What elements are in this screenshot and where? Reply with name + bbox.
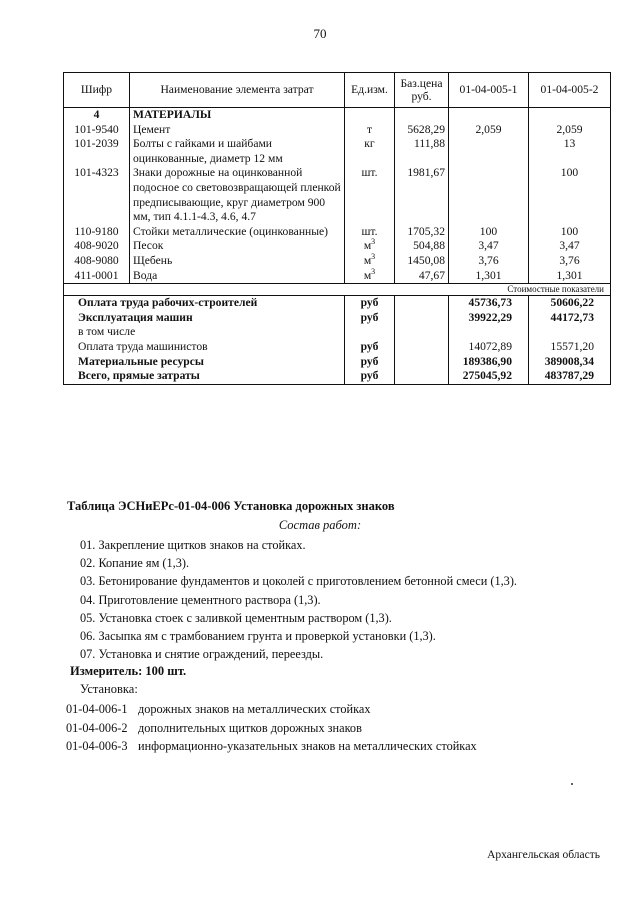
- variant-item: [66, 737, 477, 756]
- summary-value-2: 483787,29: [529, 369, 611, 384]
- table-title: Таблица ЭСНиЕРс-01-04-006 Установка дорожных знаков: [67, 499, 395, 513]
- cell-price: 47,67: [395, 269, 449, 284]
- summary-row: [64, 340, 611, 355]
- cell-unit: [345, 239, 395, 254]
- work-item: 01. Закрепление щитков знаков на стойках.: [80, 538, 306, 552]
- summary-name: Оплата труда машинистов: [64, 340, 345, 355]
- section-code: 4: [64, 108, 130, 123]
- unit-text: шт.: [361, 224, 378, 238]
- variant-list: [66, 700, 477, 756]
- summary-value-1: 45736,73: [449, 296, 529, 311]
- empty-cell: [395, 311, 449, 326]
- unit-superscript: 3: [371, 252, 376, 262]
- table-header-row: [64, 73, 611, 108]
- work-item: 03. Бетонирование фундаментов и цоколей с приготовлением бетонной смеси (1,3).: [80, 574, 517, 589]
- empty-cell: [395, 108, 449, 123]
- summary-name: Оплата труда рабочих-строителей: [64, 296, 345, 311]
- cell-value-2: 3,76: [529, 254, 611, 269]
- variant-code: 01-04-006-2: [66, 720, 128, 735]
- summary-value-1: [449, 325, 529, 340]
- cell-unit: [345, 266, 395, 284]
- summary-value-1: 275045,92: [449, 369, 529, 384]
- work-list: [80, 536, 517, 663]
- composition-title: Состав работ:: [278, 518, 362, 532]
- empty-cell: [395, 296, 449, 311]
- unit-text: м: [363, 239, 372, 253]
- cell-value-1: 100: [449, 225, 529, 240]
- header-name: Наименование элемента затрат: [130, 73, 345, 108]
- empty-cell: [395, 355, 449, 370]
- variant-code: 01-04-006-1: [66, 702, 128, 716]
- work-item: 04. Приготовление цементного раствора (1,3).: [80, 592, 321, 607]
- cell-value-1: 1,301: [449, 269, 529, 284]
- summary-value-1: 189386,90: [449, 355, 529, 370]
- work-item: 02. Копание ям (1,3).: [80, 556, 190, 571]
- cell-value-2: 13: [529, 137, 611, 166]
- cell-price: 111,88: [395, 137, 449, 166]
- summary-unit: руб: [345, 355, 395, 370]
- cell-value-2: 2,059: [529, 123, 611, 138]
- summary-row: [64, 355, 611, 370]
- cost-caption: Стоимостные показатели: [64, 284, 611, 296]
- cell-unit: [345, 137, 395, 166]
- cell-price: 1705,32: [395, 225, 449, 240]
- summary-value-2: [529, 325, 611, 340]
- unit-text: м: [363, 253, 372, 267]
- cell-value-2: 3,47: [529, 239, 611, 254]
- empty-cell: [395, 340, 449, 355]
- unit-text: шт.: [361, 166, 378, 180]
- header-price: Баз.цена руб.: [395, 73, 449, 108]
- summary-row: [64, 311, 611, 326]
- cell-name: Цемент: [130, 123, 345, 138]
- unit-text: кг: [364, 137, 375, 151]
- variant-code: 01-04-006-3: [66, 739, 128, 753]
- header-unit: Ед.изм.: [345, 73, 395, 108]
- cell-value-1: [449, 166, 529, 224]
- summary-unit: [345, 325, 395, 340]
- header-variant-2: 01-04-005-2: [529, 73, 611, 108]
- table-row: [64, 239, 611, 254]
- summary-unit: руб: [345, 340, 395, 355]
- install-label: Установка:: [80, 682, 138, 696]
- cell-price: 1450,08: [395, 254, 449, 269]
- cell-value-2: 100: [529, 225, 611, 240]
- cell-unit: [345, 166, 395, 224]
- cell-value-2: 100: [529, 166, 611, 224]
- work-item: 05. Установка стоек с заливкой цементным раствором (1,3).: [80, 610, 392, 625]
- cost-caption-row: [64, 284, 611, 296]
- cell-code: 110-9180: [64, 225, 130, 240]
- unit-text: т: [366, 122, 373, 136]
- cell-name: Стойки металлические (оцинкованные): [130, 225, 345, 240]
- cell-code: 101-2039: [64, 137, 130, 166]
- table-row: [64, 123, 611, 138]
- cell-value-2: 1,301: [529, 269, 611, 284]
- cell-value-1: 2,059: [449, 123, 529, 138]
- cell-unit: [345, 254, 395, 269]
- summary-name: Всего, прямые затраты: [64, 369, 345, 384]
- unit-text: м: [363, 268, 372, 282]
- unit-superscript: 3: [371, 237, 376, 247]
- table-row: [64, 254, 611, 269]
- cell-price: 1981,67: [395, 166, 449, 224]
- empty-cell: [449, 108, 529, 123]
- summary-value-2: 389008,34: [529, 355, 611, 370]
- table-row: [64, 225, 611, 240]
- summary-row: [64, 325, 611, 340]
- variant-item: [66, 719, 477, 738]
- cell-code: 411-0001: [64, 269, 130, 284]
- table-row: [64, 166, 611, 224]
- summary-value-1: 14072,89: [449, 340, 529, 355]
- cell-price: 504,88: [395, 239, 449, 254]
- summary-value-1: 39922,29: [449, 311, 529, 326]
- summary-unit: руб: [345, 369, 395, 384]
- resource-table: [63, 72, 611, 385]
- unit-superscript: 3: [371, 266, 376, 276]
- cell-code: 101-4323: [64, 166, 130, 224]
- variant-item: [66, 700, 477, 719]
- summary-value-2: 15571,20: [529, 340, 611, 355]
- empty-cell: [395, 369, 449, 384]
- section-row: [64, 108, 611, 123]
- cell-unit: [345, 123, 395, 138]
- section-name: МАТЕРИАЛЫ: [130, 108, 345, 123]
- variant-text: дополнительных щитков дорожных знаков: [138, 720, 362, 735]
- variant-text: дорожных знаков на металлических стойках: [138, 702, 371, 716]
- cell-price: 5628,29: [395, 123, 449, 138]
- header-code: Шифр: [64, 73, 130, 108]
- table-row: [64, 137, 611, 166]
- summary-unit: руб: [345, 311, 395, 326]
- measure-unit: Измеритель: 100 шт.: [70, 664, 187, 678]
- summary-name: в том числе: [64, 325, 345, 340]
- summary-value-2: 44172,73: [529, 311, 611, 326]
- summary-unit: руб: [345, 296, 395, 311]
- table-row: [64, 269, 611, 284]
- cell-unit: [345, 225, 395, 240]
- summary-name: Эксплуатация машин: [64, 311, 345, 326]
- empty-cell: [395, 325, 449, 340]
- summary-value-2: 50606,22: [529, 296, 611, 311]
- cell-name: Знаки дорожные на оцинкованной подосное со световозвращающей пленкой предписывающие, круг диаметром 900 мм, тип 4.1.1-4.3, 4.6, 4.7: [130, 166, 345, 224]
- cell-name: Вода: [130, 269, 345, 284]
- header-variant-1: 01-04-005-1: [449, 73, 529, 108]
- empty-cell: [345, 108, 395, 123]
- empty-cell: [529, 108, 611, 123]
- work-item: 06. Засыпка ям с трамбованием грунта и проверкой установки (1,3).: [80, 629, 436, 644]
- page-number: 70: [313, 26, 327, 41]
- summary-row: [64, 296, 611, 311]
- cell-code: 101-9540: [64, 123, 130, 138]
- cell-value-1: 3,47: [449, 239, 529, 254]
- variant-text: информационно-указательных знаков на металлических стойках: [138, 739, 477, 753]
- work-item: 07. Установка и снятие ограждений, переезды.: [80, 647, 324, 662]
- cell-code: 408-9020: [64, 239, 130, 254]
- region-footer: Архангельская область: [487, 849, 600, 861]
- cell-name: Щебень: [130, 254, 345, 269]
- cell-name: Болты с гайками и шайбами оцинкованные, диаметр 12 мм: [130, 137, 345, 166]
- cell-value-1: [449, 137, 529, 166]
- summary-row: [64, 369, 611, 384]
- cell-name: Песок: [130, 239, 345, 254]
- scan-dot: [571, 783, 573, 785]
- summary-name: Материальные ресурсы: [64, 355, 345, 370]
- cell-value-1: 3,76: [449, 254, 529, 269]
- cell-code: 408-9080: [64, 254, 130, 269]
